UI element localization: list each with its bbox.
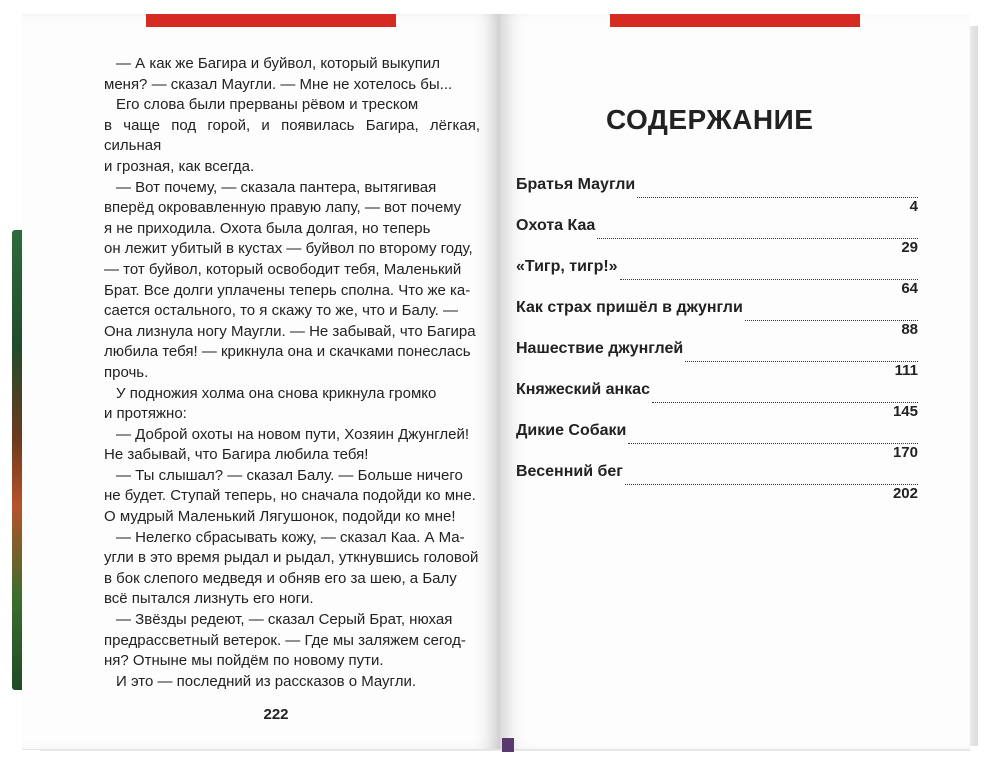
text-line: сается остального, то я скажу то же, что и Балу. —	[104, 302, 458, 320]
toc-entry[interactable]	[516, 463, 918, 504]
bookmark-ribbon	[502, 738, 514, 752]
toc-entry-page-number: 29	[901, 239, 918, 256]
toc-entry-title: Охота Каа	[516, 217, 596, 234]
toc-leader-dots	[685, 353, 918, 362]
text-line: он лежит убитый в кустах — буйвол по второму году,	[104, 240, 473, 258]
toc-leader-dots	[652, 394, 918, 403]
left-page-header-bar	[146, 14, 396, 27]
toc-entry-page-number: 4	[909, 198, 918, 215]
toc-entry-title: Весенний бег	[516, 463, 623, 480]
text-line: — тот буйвол, который освободит тебя, Маленький	[104, 260, 462, 278]
toc-leader-dots	[745, 312, 918, 321]
text-line: И это — последний из рассказов о Маугли.	[116, 672, 416, 690]
text-line: — Ты слышал? — сказал Балу. — Больше ничего	[116, 466, 463, 484]
toc-entry-title: Нашествие джунглей	[516, 340, 684, 357]
text-line: я не приходила. Охота была долгая, но теперь	[104, 219, 431, 237]
text-line: предрассветный ветерок. — Где мы заляжем сегод-	[104, 631, 466, 649]
text-line: Брат. Все долги уплачены теперь сполна. Что же ка-	[104, 281, 471, 299]
text-line: Она лизнула ногу Маугли. — Не забывай, что Багира	[104, 322, 476, 340]
toc-leader-dots	[620, 271, 918, 280]
text-line: любила тебя! — крикнула она и скачками понеслась	[104, 343, 471, 361]
text-line: вперёд окровавленную правую лапу, — вот почему	[104, 199, 462, 217]
text-line: меня? — сказал Маугли. — Мне не хотелось бы...	[104, 75, 453, 93]
text-line: в чаще под горой, и появилась Багира, лёгкая, сильная	[104, 116, 480, 155]
text-line: в бок слепого медведя и обняв его за шею, а Балу	[104, 569, 457, 587]
story-text	[104, 54, 480, 692]
toc-entry-title: Братья Маугли	[516, 176, 636, 193]
toc-entry-title: «Тигр, тигр!»	[516, 258, 618, 275]
text-line: — Нелегко сбрасывать кожу, — сказал Каа. А Ма-	[116, 528, 465, 546]
toc-entry[interactable]	[516, 422, 918, 463]
right-page-header-bar	[610, 14, 860, 27]
toc-leader-dots	[597, 230, 918, 239]
toc-entry-page-number: 64	[901, 280, 918, 297]
text-line: не будет. Ступай теперь, но сначала подойди ко мне.	[104, 487, 476, 505]
text-line: У подножия холма она снова крикнула громко	[116, 384, 437, 402]
toc-entry-title: Княжеский анкас	[516, 381, 650, 398]
text-line: всё пытался лизнуть его ноги.	[104, 590, 314, 608]
table-of-contents	[516, 176, 918, 504]
page-number: 222	[263, 706, 289, 723]
text-line: Не забывай, что Багира любила тебя!	[104, 446, 369, 464]
toc-entry[interactable]	[516, 299, 918, 340]
text-line: — Доброй охоты на новом пути, Хозяин Джунглей!	[116, 425, 470, 443]
toc-entry[interactable]	[516, 176, 918, 217]
toc-entry-page-number: 88	[901, 321, 918, 338]
text-line: и протяжно:	[104, 405, 187, 423]
toc-entry-page-number: 111	[894, 362, 918, 379]
text-line: — А как же Багира и буйвол, который выкупил	[116, 55, 441, 72]
text-line: — Звёзды редеют, — сказал Серый Брат, нюхая	[116, 611, 453, 629]
text-line: угли в это время рыдал и рыдал, уткнувшись головой	[104, 549, 479, 567]
toc-leader-dots	[625, 476, 918, 485]
toc-entry-title: Как страх пришёл в джунгли	[516, 299, 743, 316]
toc-entry-title: Дикие Собаки	[516, 422, 627, 439]
text-line: — Вот почему, — сказала пантера, вытягивая	[116, 178, 437, 196]
toc-entry[interactable]	[516, 381, 918, 422]
text-line: ня? Отныне мы пойдём по новому пути.	[104, 652, 384, 670]
text-line: и грозная, как всегда.	[104, 157, 255, 175]
text-line: О мудрый Маленький Лягушонок, подойди ко мне!	[104, 508, 456, 526]
text-line: Его слова были прерваны рёвом и треском	[116, 96, 419, 114]
toc-entry-page-number: 145	[892, 403, 918, 420]
toc-entry[interactable]	[516, 340, 918, 381]
toc-entry[interactable]	[516, 217, 918, 258]
toc-leader-dots	[637, 189, 918, 198]
contents-heading: СОДЕРЖАНИЕ	[606, 104, 814, 135]
text-line: прочь.	[104, 363, 149, 381]
toc-leader-dots	[628, 435, 918, 444]
toc-entry-page-number: 170	[892, 444, 918, 461]
toc-entry[interactable]	[516, 258, 918, 299]
toc-entry-page-number: 202	[892, 485, 918, 502]
